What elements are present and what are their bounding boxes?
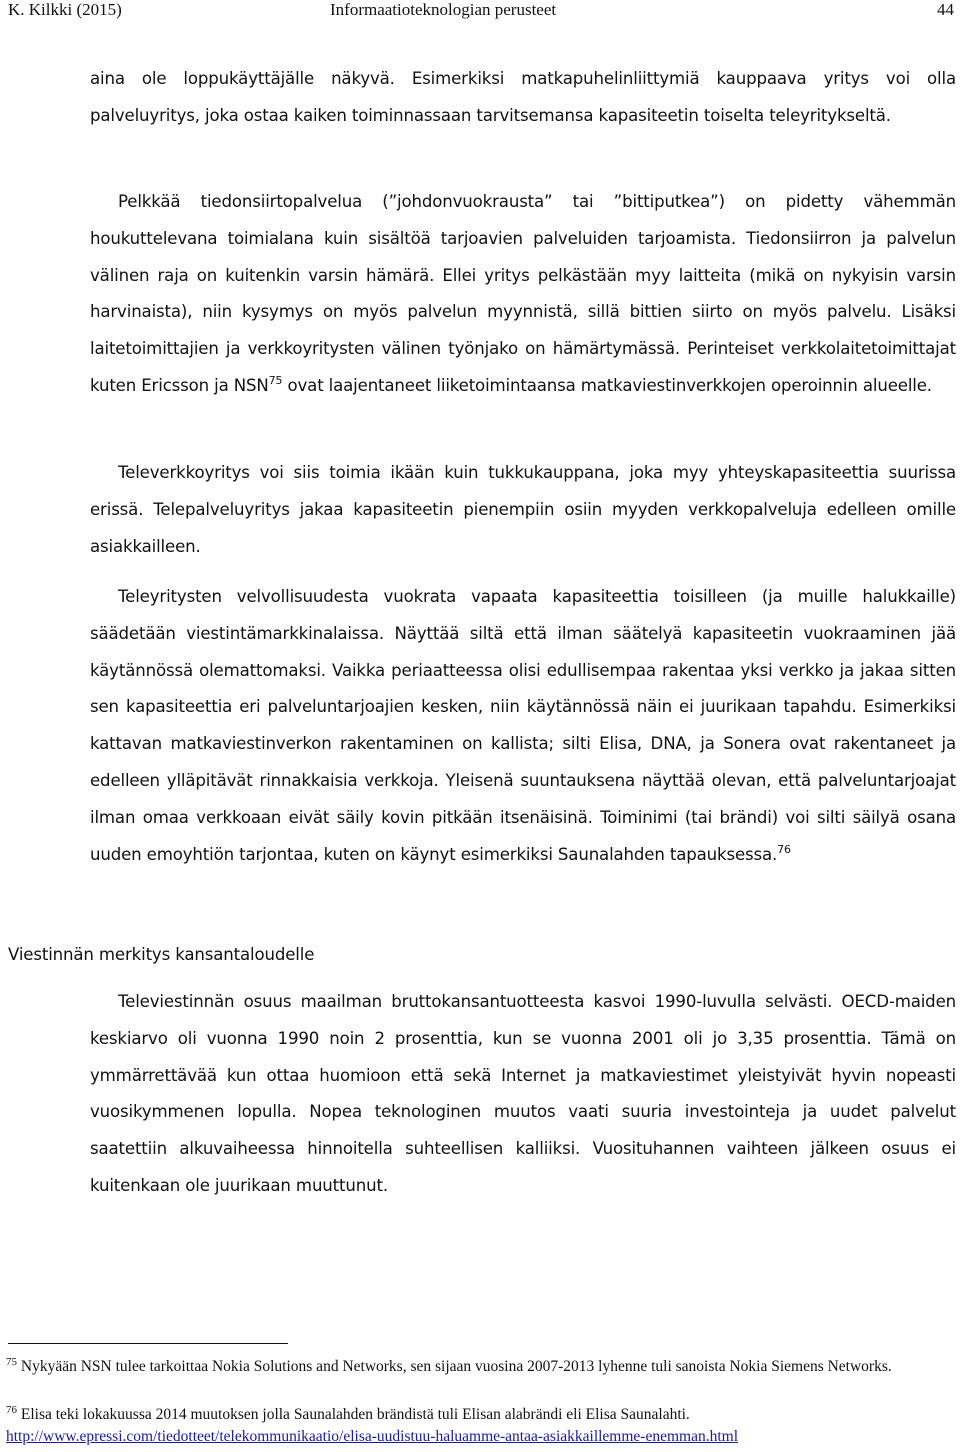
footnote-76-text: Elisa teki lokakuussa 2014 muutoksen jolla Saunalahden brändistä tuli Elisan alabrändi eli Elisa Saunalahti. <box>20 1406 690 1423</box>
paragraph-1: aina ole loppukäyttäjälle näkyvä. Esimerkiksi matkapuhelinliittymiä kauppaava yritys voi olla palveluyritys, joka ostaa kaiken toiminnassaan tarvitsemansa kapasiteetin toiselta teleyritykseltä. <box>90 69 956 125</box>
footnote-76 <box>6 1404 946 1448</box>
section-heading: Viestinnän merkitys kansantaloudelle <box>8 945 315 964</box>
footnote-75-number: 75 <box>6 1356 17 1368</box>
paragraph-3: Televerkkoyritys voi siis toimia ikään kuin tukkukauppana, joka myy yhteyskapasiteettia suurissa erissä. Telepalveluyritys jakaa kapasiteetin pienempiin osiin myyden verkkopalveluja edelleen omille asiakkailleen. <box>90 463 956 556</box>
paragraph-2-text: Pelkkää tiedonsiirtopalvelua (”johdonvuokrausta” tai ”bittiputkea”) on pidetty vähemmän houkuttelevana toimialana kuin sisältöä tarjoavien palveluiden tarjoamista. Tiedonsiirron ja palvelun välinen raja on kuitenkin varsin hämärä. Ellei yritys pelkästään myy laitteita (mikä on nykyisin varsin harvinaista), niin kysymys on myös palvelun myynnistä, sillä bittien siirto on myös palvelu. Lisäksi laitetoimittajien ja verkkoyritysten välinen työnjako on hämärtymässä. Perinteiset verkkolaitetoimittajat kuten Ericsson ja NSN <box>90 192 956 395</box>
footnote-ref-76[interactable]: 76 <box>777 842 791 856</box>
header-author-year: K. Kilkki (2015) <box>8 0 122 19</box>
paragraph-2-tail: ovat laajentaneet liiketoimintaansa matkaviestinverkkojen operoinnin alueelle. <box>287 375 932 395</box>
paragraph-2 <box>90 184 956 405</box>
footnote-ref-75[interactable]: 75 <box>268 373 283 387</box>
footnote-76-link[interactable]: http://www.epressi.com/tiedotteet/telekommunikaatio/elisa-uudistuu-haluamme-antaa-asiakkaillemme-enemman.html <box>6 1428 739 1445</box>
footnote-76-number: 76 <box>6 1404 17 1416</box>
header-book-title: Informaatioteknologian perusteet <box>330 0 557 19</box>
page-number: 44 <box>937 0 954 19</box>
paragraph-5: Televiestinnän osuus maailman bruttokansantuotteesta kasvoi 1990-luvulla selvästi. OECD-maiden keskiarvo oli vuonna 1990 noin 2 prosenttia, kun se vuonna 2001 oli jo 3,35 prosenttia. Tämä on ymmärrettävää kun ottaa huomioon että sekä Internet ja matkaviestimet yleistyivät hyvin nopeasti vuosikymmenen lopulla. Nopea teknologinen muutos vaati suuria investointeja ja uudet palvelut saatettiin alkuvaiheessa hinnoitella suhteellisen kalliiksi. Vuosituhannen vaihteen jälkeen osuus ei kuitenkaan ole juurikaan muuttunut. <box>90 992 956 1195</box>
footnote-divider <box>8 1343 288 1344</box>
page-header <box>0 0 960 24</box>
footnote-75-text: Nykyään NSN tulee tarkoittaa Nokia Solutions and Networks, sen sijaan vuosina 2007-2013 lyhenne tuli sanoista Nokia Siemens Networks. <box>20 1358 892 1375</box>
footnote-75 <box>6 1356 946 1378</box>
paragraph-4-text: Teleyritysten velvollisuudesta vuokrata vapaata kapasiteettia toisilleen (ja muille halukkaille) säädetään viestintämarkkinalaissa. Näyttää siltä että ilman säätelyä kapasiteetin vuokraaminen jää käytännössä olemattomaksi. Vaikka periaatteessa olisi edullisempaa rakentaa yksi verkko ja jakaa sitten sen kapasiteettia eri palveluntarjoajien kesken, niin käytännössä näin ei juurikaan tapahdu. Esimerkiksi kattavan matkaviestinverkon rakentaminen on kallista; silti Elisa, DNA, ja Sonera ovat rakentaneet ja edelleen ylläpitävät rinnakkaisia verkkoja. Yleisenä suuntauksena näyttää olevan, että palveluntarjoajat ilman omaa verkkoaan eivät säily kovin pitkään itsenäisinä. Toiminimi (tai brändi) voi silti säilyä osana uuden emoyhtiön tarjontaa, kuten on käynyt esimerkiksi Saunalahden tapauksessa. <box>90 587 956 864</box>
paragraph-4 <box>90 579 956 873</box>
